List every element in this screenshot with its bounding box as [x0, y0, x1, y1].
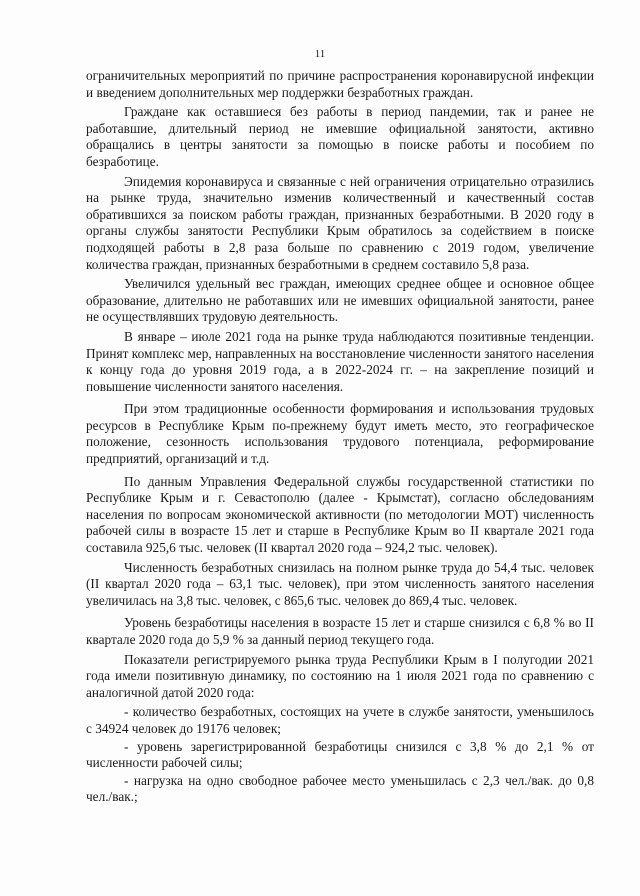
list-item: - количество безработных, состоящих на учете в службе занятости, уменьшилось с 34924 человек до 19176 человек;	[86, 704, 594, 736]
paragraph: При этом традиционные особенности формирования и использования трудовых ресурсов в Республике Крым по-прежнему будут иметь место, это географическое положение, сезонность использования трудового потенциала, реформирование предприятий, организаций и т.д.	[86, 401, 594, 467]
paragraph: Увеличился удельный вес граждан, имеющих среднее общее и основное общее образование, длительно не работавших или не имевших официальной занятости, ранее не осуществлявших трудовую деятельность.	[86, 276, 594, 325]
list-item: - нагрузка на одно свободное рабочее место уменьшилась с 2,3 чел./вак. до 0,8 чел./вак.;	[86, 772, 594, 805]
list-item: - уровень зарегистрированной безработицы снизился с 3,8 % до 2,1 % от численности рабочей силы;	[86, 738, 594, 771]
paragraph: В январе – июле 2021 года на рынке труда наблюдаются позитивные тенденции. Принят комплекс мер, направленных на восстановление численности занятого населения к концу года до уровня 2019 года, а в 2022-2024 гг. – на закрепление позиций и повышение численности занятого населения.	[86, 328, 594, 394]
page-number: 11	[314, 48, 326, 60]
paragraph: Эпидемия коронавируса и связанные с ней ограничения отрицательно отразились на рынке труда, значительно изменив количественный и качественный состав обратившихся за поиском работы граждан, признанных безработными. В 2020 году в органы службы занятости Республики Крым обратилось за содействием в поиске подходящей работы в 2,8 раза больше по сравнению с 2019 годом, увеличение количества граждан, признанных безработными в среднем составило 5,8 раза.	[86, 173, 594, 272]
paragraph: Показатели регистрируемого рынка труда Республики Крым в I полугодии 2021 года имели позитивную динамику, по состоянию на 1 июля 2021 года по сравнению с аналогичной датой 2020 года:	[86, 651, 594, 700]
paragraph: По данным Управления Федеральной службы государственной статистики по Республике Крым и г. Севастополю (далее - Крымстат), согласно обследованиям населения по вопросам экономической активности (по методологии МОТ) численность рабочей силы в возрасте 15 лет и старше в Республике Крым во II квартале 2021 года составила 925,6 тыс. человек (II квартал 2020 года – 924,2 тыс. человек).	[86, 473, 594, 556]
paragraph: ограничительных мероприятий по причине распространения коронавирусной инфекции и введением дополнительных мер поддержки безработных граждан.	[86, 68, 594, 100]
document-body	[86, 68, 594, 807]
paragraph: Уровень безработицы населения в возрасте 15 лет и старше снизился с 6,8 % во II квартале 2020 года до 5,9 % за данный период текущего года.	[86, 615, 594, 647]
paragraph: Численность безработных снизилась на полном рынке труда до 54,4 тыс. человек (II квартал 2020 года – 63,1 тыс. человек), при этом численность занятого населения увеличилась на 3,8 тыс. человек, с 865,6 тыс. человек до 869,4 тыс. человек.	[86, 559, 594, 608]
paragraph: Граждане как оставшиеся без работы в период пандемии, так и ранее не работавшие, длительный период не имевшие официальной занятости, активно обращались в центры занятости за помощью в поиске работы и пособием по безработице.	[86, 104, 594, 169]
